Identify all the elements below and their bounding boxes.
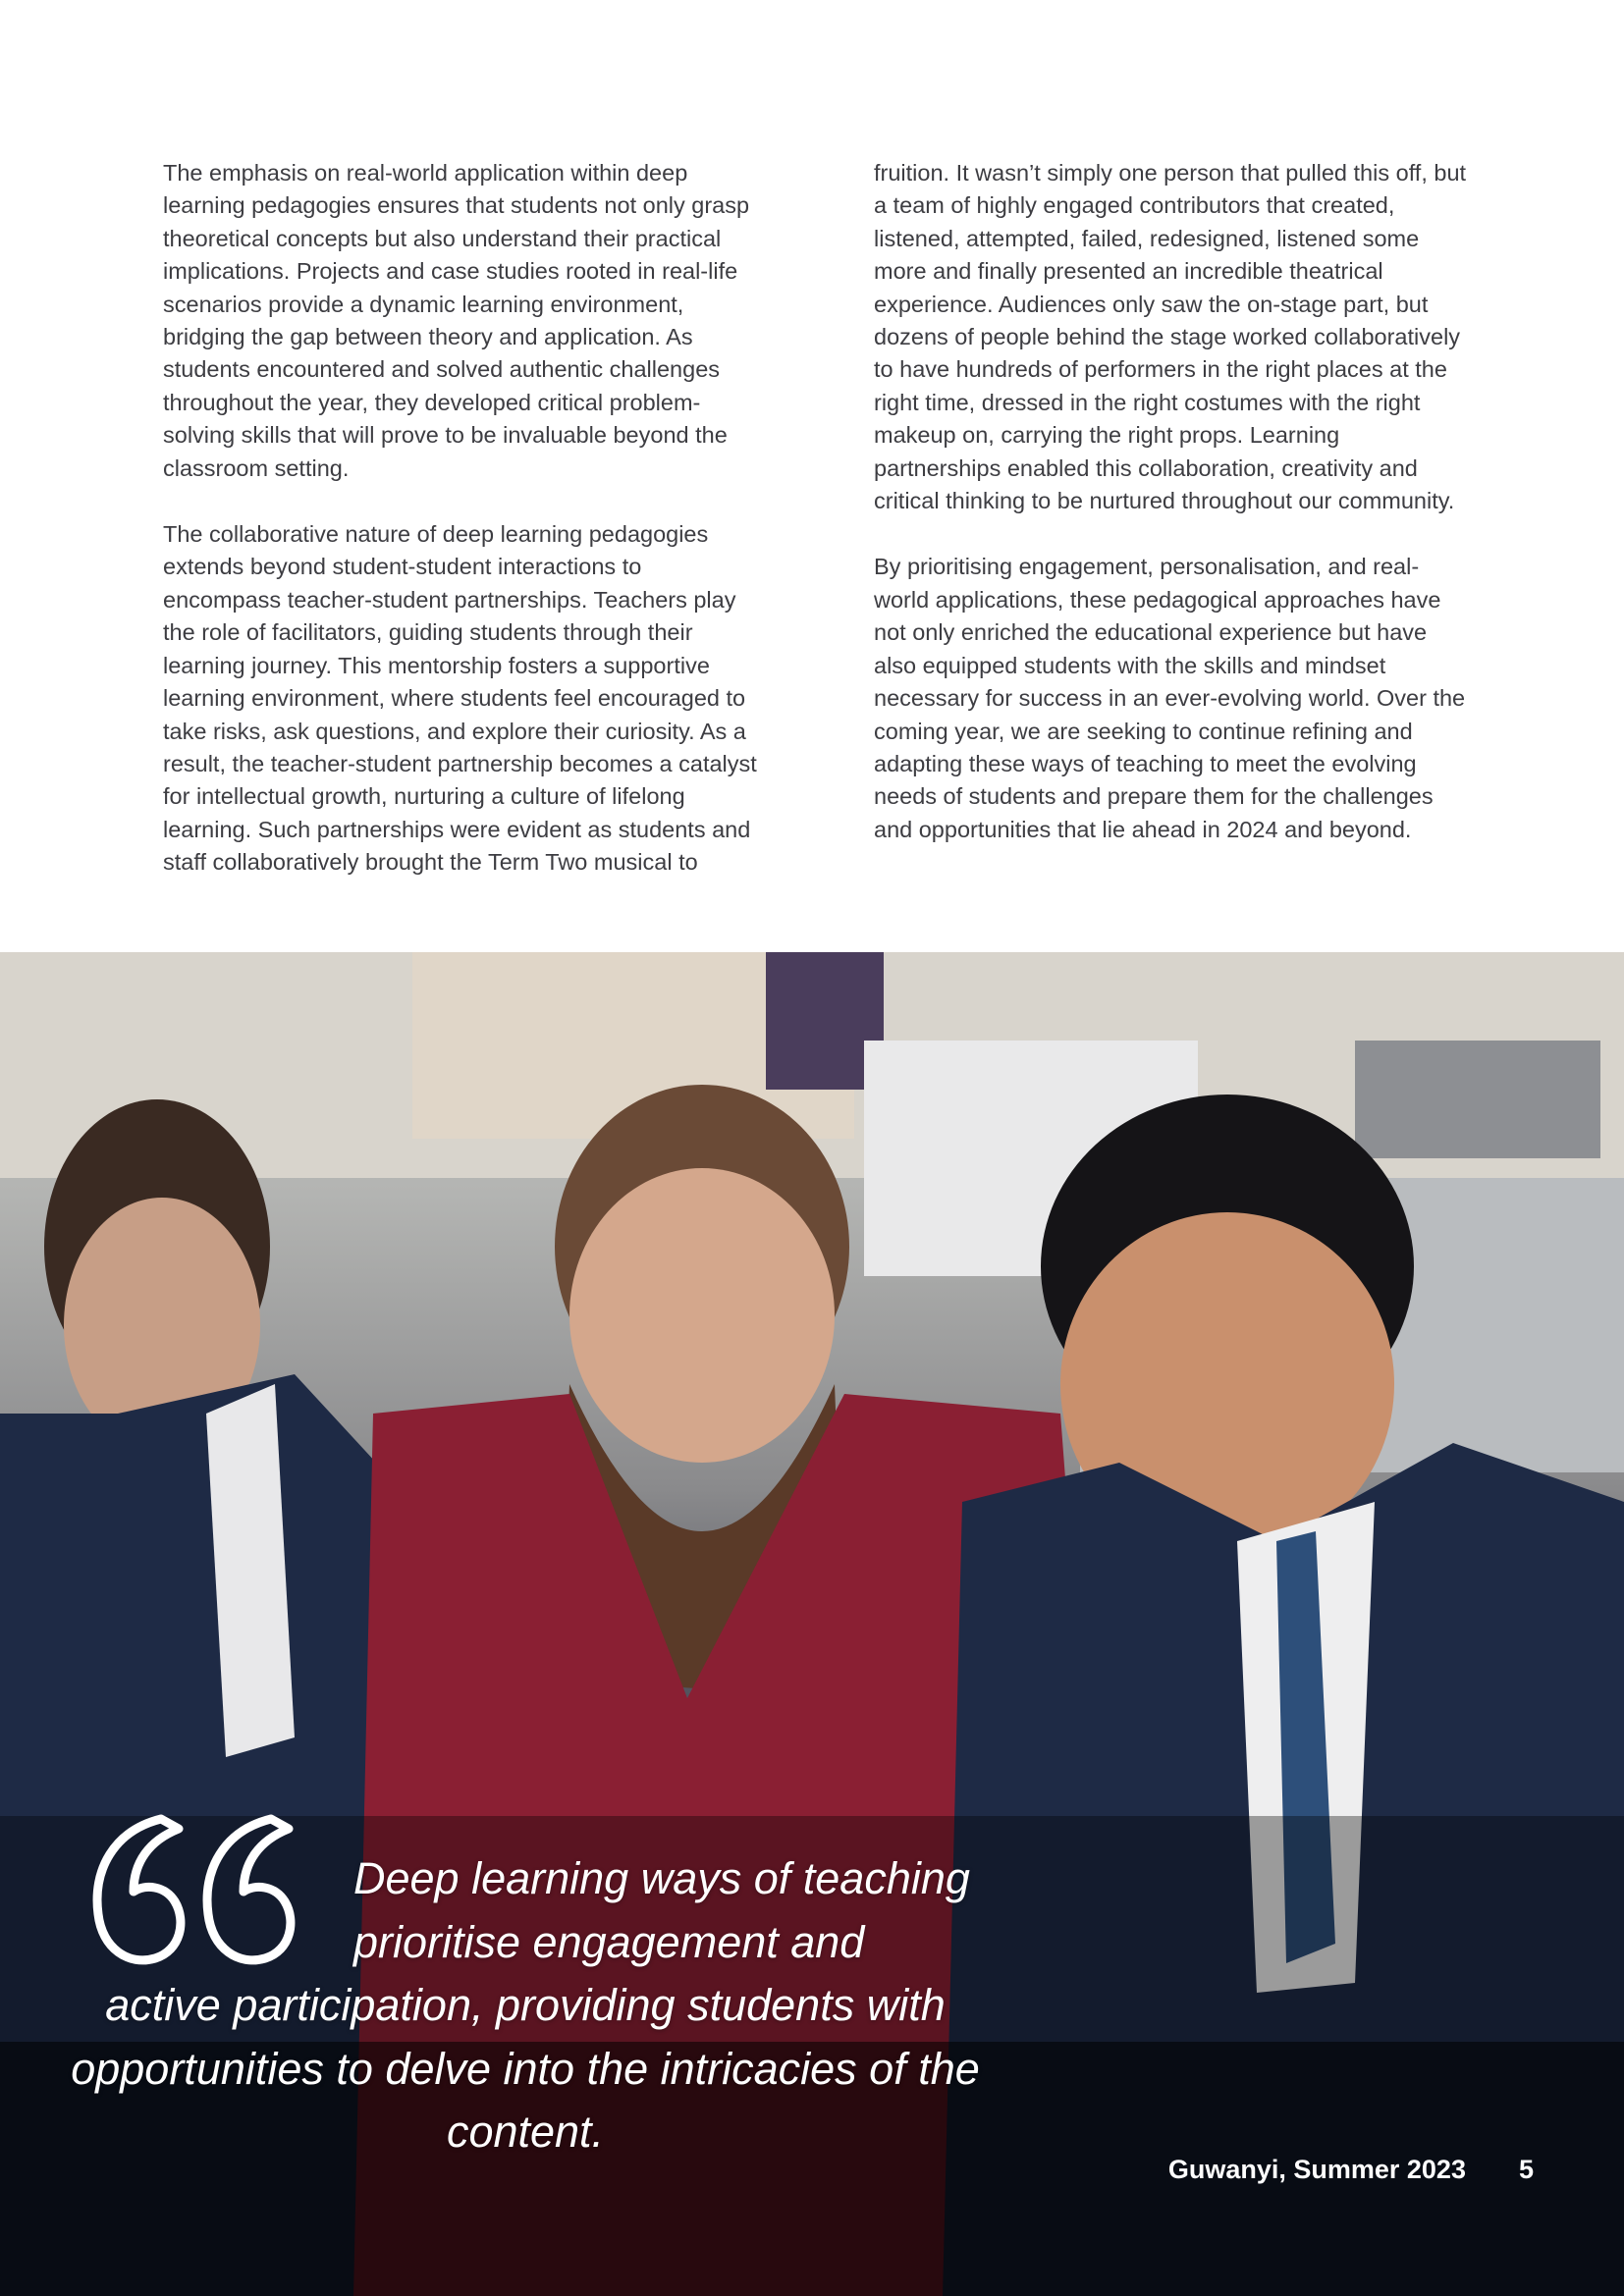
article-columns bbox=[163, 157, 1469, 913]
pull-quote-continuation: active participation, providing students with opportunities to delve into the intricacies of the content. bbox=[71, 1980, 980, 2157]
pull-quote-line: Deep learning ways of teaching bbox=[353, 1853, 970, 1903]
teacher-face bbox=[569, 1168, 835, 1463]
page-footer bbox=[1168, 2155, 1534, 2185]
paragraph: fruition. It wasn’t simply one person that pulled this off, but a team of highly engaged contributors that created, listened, attempted, failed, redesigned, listened some more and finally presented an incredible theatrical experience. Audiences only saw the on-stage part, but dozens of people behind the stage worked collaboratively to have hundreds of performers in the right places at the right time, dressed in the right costumes with the right makeup on, carrying the right props. Learning partnerships enabled this collaboration, creativity and critical thinking to be nurtured throughout our community. bbox=[874, 160, 1467, 514]
window-panel bbox=[1355, 1041, 1600, 1158]
right-column bbox=[874, 157, 1469, 913]
page-number: 5 bbox=[1518, 2155, 1534, 2184]
paragraph: The collaborative nature of deep learning pedagogies extends beyond student-student interactions to encompass teacher-student partnerships. Teachers play the role of facilitators, guiding students through their learning journey. This mentorship fosters a supportive learning environment, where students feel encouraged to take risks, ask questions, and explore their curiosity. As a result, the teacher-student partnership becomes a catalyst for intellectual growth, nurturing a culture of lifelong learning. Such partnerships were evident as students and staff collaboratively brought the Term Two musical to bbox=[163, 521, 757, 876]
paragraph: By prioritising engagement, personalisation, and real-world applications, these pedagogical approaches have not only enriched the educational experience but have also equipped students with the skills and mindset necessary for success in an ever-evolving world. Over the coming year, we are seeking to continue refining and adapting these ways of teaching to meet the evolving needs of students and prepare them for the challenges and opportunities that lie ahead in 2024 and beyond. bbox=[874, 554, 1466, 842]
left-column bbox=[163, 157, 758, 913]
pull-quote-line: prioritise engagement and bbox=[353, 1916, 865, 1967]
paragraph: The emphasis on real-world application within deep learning pedagogies ensures that students not only grasp theoretical concepts but also understand their practical implications. Projects and case studies rooted in real-life scenarios provide a dynamic learning environment, bridging the gap between theory and application. As students encountered and solved authentic challenges throughout the year, they developed critical problem-solving skills that will prove to be invaluable beyond the classroom setting. bbox=[163, 160, 750, 481]
pull-quote bbox=[59, 1847, 992, 2164]
publication-name: Guwanyi, Summer 2023 bbox=[1167, 2155, 1466, 2184]
